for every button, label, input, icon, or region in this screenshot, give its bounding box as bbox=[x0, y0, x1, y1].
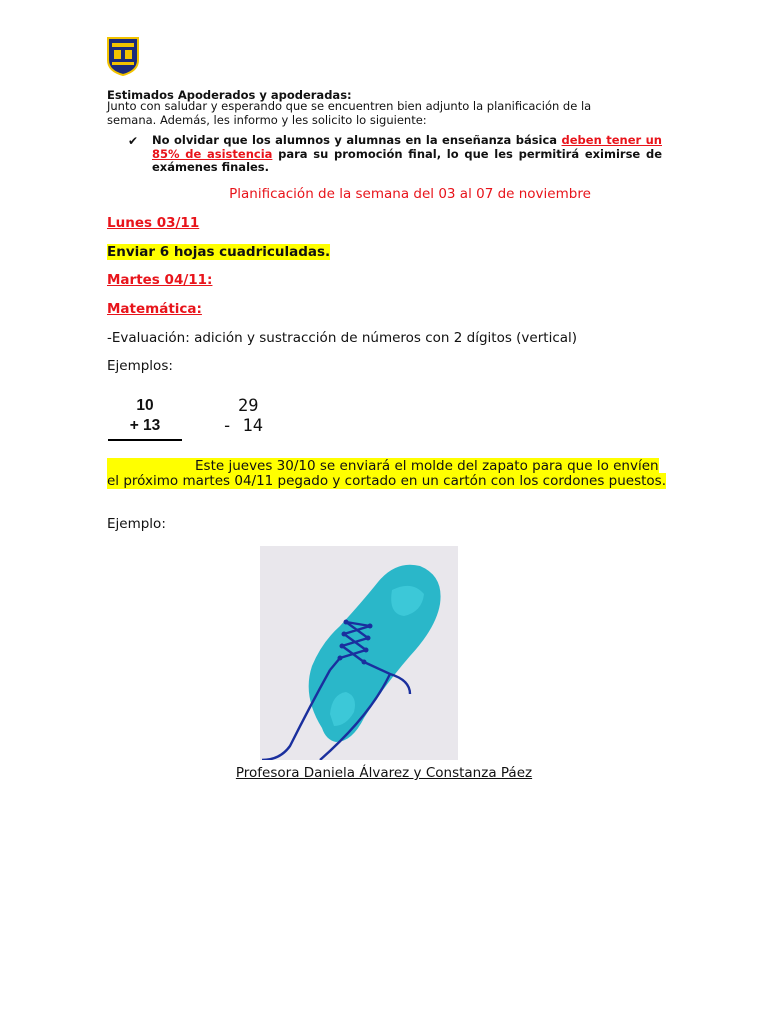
reminder-highlight: deben tener un 85% de asistencia bbox=[152, 133, 662, 161]
subject-heading: Matemática: bbox=[107, 301, 202, 317]
math-example-addition bbox=[108, 396, 182, 441]
shoe-template-notice bbox=[107, 459, 667, 488]
shoe-lacing-photo bbox=[260, 546, 458, 760]
reminder-text-2: para su promoción final, lo que les permitirá eximirse de exámenes finales. bbox=[152, 146, 662, 174]
evaluation-text: -Evaluación: adición y sustracción de números con 2 dígitos (vertical) bbox=[107, 330, 578, 346]
checkmark-icon: ✔ bbox=[128, 134, 139, 148]
tuesday-heading: Martes 04/11: bbox=[107, 272, 213, 288]
monday-heading: Lunes 03/11 bbox=[107, 215, 200, 231]
attendance-reminder bbox=[152, 134, 662, 175]
greeting-line-1: Junto con saludar y esperando que se encuentren bien adjunto la planificación de la bbox=[107, 99, 592, 113]
addition-bottom: + 13 bbox=[129, 417, 161, 434]
plan-title: Planificación de la semana del 03 al 07 de noviembre bbox=[229, 186, 591, 202]
addition-top: 10 bbox=[136, 397, 154, 414]
notice-text: Este jueves 30/10 se enviará el molde del zapato para que lo envíen el próximo martes 04/11 pegado y cortado en un cartón con los cordones puestos. bbox=[107, 458, 667, 489]
signature: Profesora Daniela Álvarez y Constanza Páez bbox=[235, 765, 533, 781]
math-example-subtraction bbox=[222, 396, 263, 436]
addition-rule bbox=[108, 439, 182, 441]
monday-task bbox=[107, 244, 330, 260]
greeting-title: Estimados Apoderados y apoderadas: bbox=[107, 88, 352, 102]
school-logo bbox=[106, 36, 140, 76]
monday-task-text: Enviar 6 hojas cuadriculadas. bbox=[107, 244, 331, 260]
examples-label: Ejemplos: bbox=[107, 358, 173, 374]
example-label: Ejemplo: bbox=[107, 516, 166, 532]
greeting-body bbox=[107, 100, 667, 127]
subtraction-top: 29 bbox=[238, 396, 259, 416]
subtraction-bottom: - 14 bbox=[222, 416, 263, 436]
reminder-text-1: No olvidar que los alumnos y alumnas en la enseñanza básica bbox=[152, 133, 562, 147]
greeting-line-2: semana. Además, les informo y les solicito lo siguiente: bbox=[107, 112, 427, 127]
